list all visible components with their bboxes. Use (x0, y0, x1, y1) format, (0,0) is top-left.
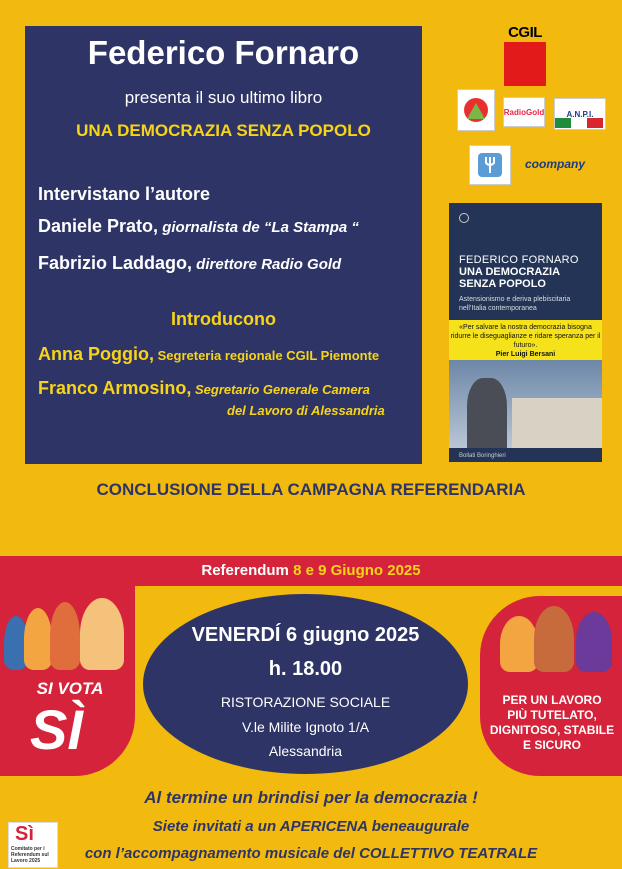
event-city: Alessandria (268, 743, 343, 759)
interviewer-name: Fabrizio Laddago, (38, 253, 193, 273)
introducer-role: Segretario Generale Camera (191, 382, 370, 397)
people-illustration-right (500, 602, 622, 672)
speaker-panel (25, 26, 422, 464)
publisher-seal-icon (459, 213, 469, 223)
book-title: UNA DEMOCRAZIA SENZA POPOLO (76, 121, 371, 140)
interviewer-2 (38, 253, 341, 274)
music-note: con l’accompagnamento musicale del COLLETTIVO TEATRALE (84, 845, 538, 862)
campaign-heading: CONCLUSIONE DELLA CAMPAGNA REFERENDARIA (96, 480, 526, 499)
book-quote-text: «Per salvare la nostra democrazia bisogna ridurre le diseguaglianze e ridare speranza per il futuro». (450, 324, 601, 349)
slogan-line: PIÙ TUTELATO, (507, 708, 597, 722)
introducer-role-line2: del Lavoro di Alessandria (227, 403, 385, 418)
committee-logo-si: Sì (15, 823, 34, 845)
person-figure (80, 598, 124, 670)
person-figure (24, 608, 52, 670)
committee-logo (8, 822, 58, 868)
person-figure (534, 606, 574, 672)
anpi-logo: A.N.P.I. (554, 98, 606, 130)
introducer-role: Segreteria regionale CGIL Piemonte (154, 348, 380, 363)
book-cover-subtitle: Astensionismo e deriva plebiscitaria nell’Italia contemporanea (459, 296, 571, 312)
referendum-label: Referendum (201, 562, 294, 579)
cooperative-logo (469, 145, 511, 185)
page-title: Federico Fornaro (87, 34, 360, 71)
book-quote-author: Pier Luigi Bersani (495, 351, 556, 358)
people-illustration-left (4, 598, 134, 670)
introducer-2 (38, 378, 370, 399)
interviewer-name: Daniele Prato, (38, 216, 159, 236)
interviewer-role: giornalista de “La Stampa “ (158, 219, 359, 236)
slogan-line: DIGNITOSO, STABILE (489, 723, 615, 737)
cgil-logo (504, 24, 546, 86)
book-author: FEDERICO FORNARO (459, 254, 579, 266)
coompany-logo: coompany (524, 157, 585, 171)
cgil-logo-text: CGIL (508, 24, 542, 41)
interviewer-role: direttore Radio Gold (192, 256, 342, 273)
slogan-line: E SICURO (522, 738, 581, 752)
book-publisher: Bollati Boringhieri (459, 453, 506, 459)
radio-gold-logo: RadioGold (503, 97, 545, 127)
italian-flag-icon (555, 118, 603, 128)
sponsor-logo-1 (457, 89, 495, 131)
event-address: V.le Milite Ignoto 1/A (241, 719, 370, 735)
introducers-heading: Introducono (171, 309, 276, 329)
cgil-logo-square (504, 42, 546, 86)
book-cover-photo (449, 360, 602, 448)
subtitle: presenta il suo ultimo libro (124, 88, 323, 107)
introducer-name: Anna Poggio, (38, 344, 154, 364)
event-hour: h. 18.00 (268, 658, 343, 680)
referendum-dates: 8 e 9 Giugno 2025 (293, 562, 421, 579)
statue-image (467, 378, 507, 448)
interviewers-heading: Intervistano l’autore (38, 184, 211, 204)
event-place: RISTORAZIONE SOCIALE (220, 694, 391, 710)
toast-announcement: Al termine un brindisi per la democrazia ! (144, 788, 478, 807)
introducer-name: Franco Armosino, (38, 378, 192, 398)
vote-yes-line1: SI VOTA (36, 679, 104, 698)
book-cover-title: UNA DEMOCRAZIA SENZA POPOLO (459, 266, 560, 290)
event-details (143, 594, 468, 774)
person-figure (576, 612, 612, 672)
vote-yes-line2: SÌ (30, 698, 83, 761)
introducer-1 (38, 344, 379, 365)
event-day: VENERDÍ 6 giugno 2025 (191, 624, 420, 646)
slogan (488, 693, 616, 753)
committee-logo-text: Comitato per i Referendum sul Lavoro 2025 (11, 846, 49, 864)
person-figure (50, 602, 80, 670)
slogan-line: PER UN LAVORO (502, 693, 602, 707)
vote-yes-badge (10, 671, 130, 771)
referendum-band-text (0, 562, 622, 579)
apericena-invitation: Siete invitati a un APERICENA beneaugurale (152, 818, 470, 835)
interviewer-1 (38, 216, 359, 237)
book-quote (449, 320, 602, 360)
person-figure (500, 616, 538, 672)
book-cover (449, 203, 602, 462)
palace-image (512, 398, 602, 448)
